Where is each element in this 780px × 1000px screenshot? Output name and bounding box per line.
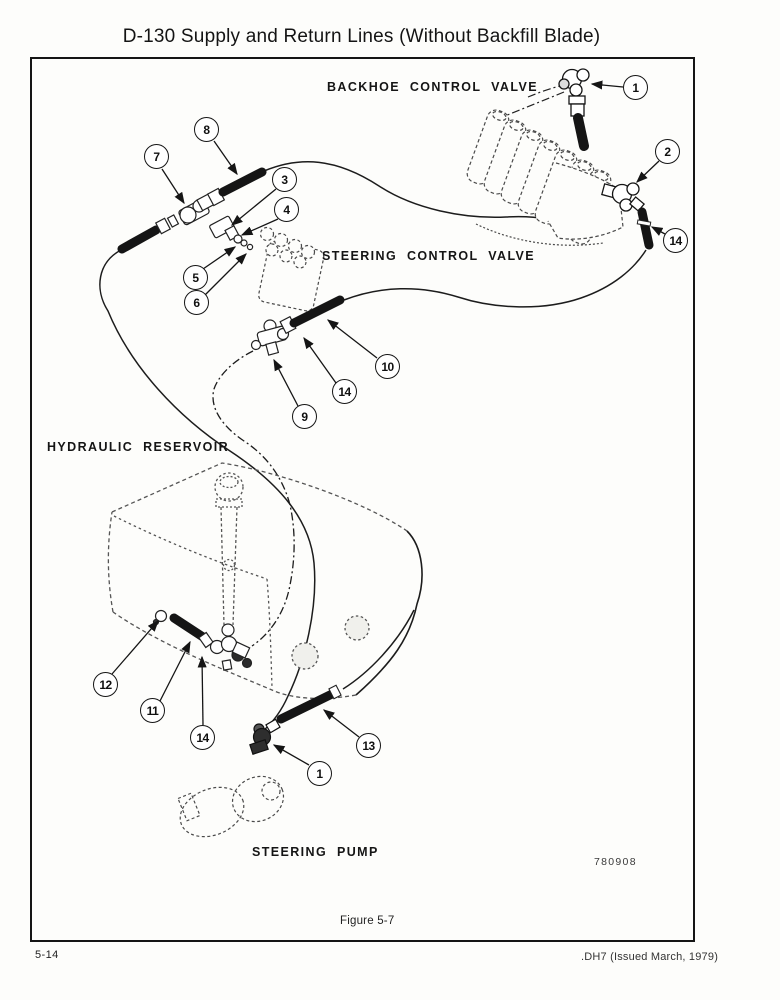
callout-13: 13: [356, 733, 381, 758]
callout-1-pump: 1: [307, 761, 332, 786]
hose-8: [208, 172, 262, 206]
callout-14-mid: 14: [332, 379, 357, 404]
callout-10: 10: [375, 354, 400, 379]
drawing-number: 780908: [594, 856, 637, 868]
label-steering-pump: STEERING PUMP: [252, 845, 379, 859]
label-hydraulic-reservoir: HYDRAULIC RESERVOIR: [47, 440, 230, 454]
elbow-fitting-1-pump: [250, 719, 280, 754]
callout-3: 3: [272, 167, 297, 192]
callout-6: 6: [184, 290, 209, 315]
elbow-fitting-1-top: [559, 69, 589, 146]
backhoe-control-valve-drawing: [465, 108, 623, 247]
callout-9: 9: [292, 404, 317, 429]
callout-14-bottom: 14: [190, 725, 215, 750]
label-backhoe-control-valve: BACKHOE CONTROL VALVE: [327, 80, 538, 94]
hose-left: [122, 215, 178, 249]
hose-11-and-plug-12: [154, 611, 214, 648]
page-title: D-130 Supply and Return Lines (Without Backfill Blade): [122, 26, 601, 47]
callout-4: 4: [274, 197, 299, 222]
steering-pump-drawing: [173, 769, 291, 846]
steering-control-valve-drawing: [257, 228, 325, 313]
figure-caption: Figure 5-7: [340, 915, 395, 927]
callout-11: 11: [140, 698, 165, 723]
callout-14-right: 14: [663, 228, 688, 253]
callout-12: 12: [93, 672, 118, 697]
callout-1-top: 1: [623, 75, 648, 100]
callout-5: 5: [183, 265, 208, 290]
callout-2: 2: [655, 139, 680, 164]
label-steering-control-valve: STEERING CONTROL VALVE: [322, 249, 536, 263]
page-number: 5-14: [35, 949, 59, 961]
callout-7: 7: [144, 144, 169, 169]
reservoir-filler-neck: [215, 473, 243, 625]
callout-8: 8: [194, 117, 219, 142]
reservoir-outlet-fitting: [211, 624, 252, 670]
edition-note: .DH7 (Issued March, 1979): [581, 951, 719, 963]
hose-14-right: [637, 212, 650, 245]
